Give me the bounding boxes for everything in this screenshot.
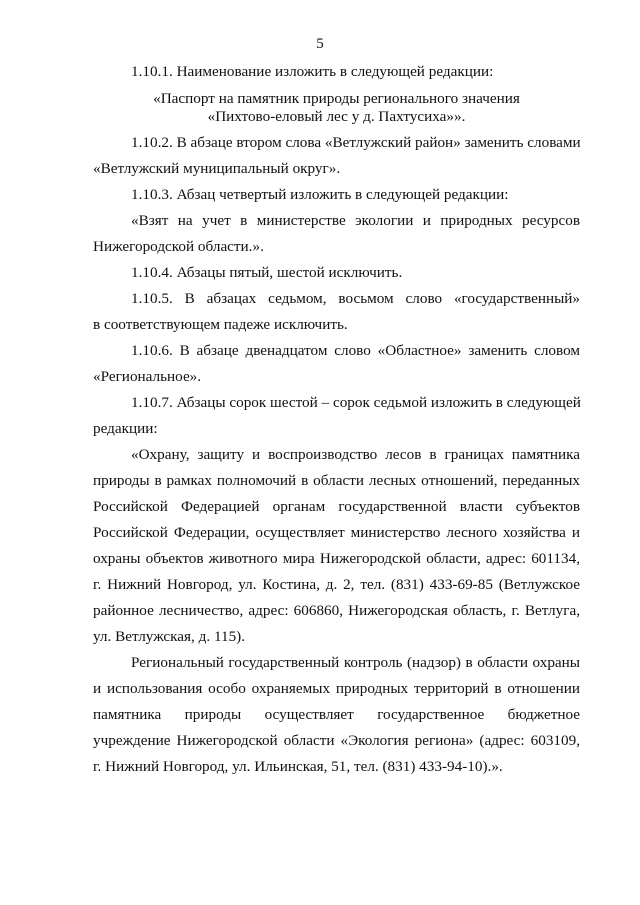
text-line: районное лесничество, адрес: 606860, Нижегородская область, г. Ветлуга, bbox=[93, 602, 580, 619]
text-line: «Ветлужский муниципальный округ». bbox=[93, 160, 341, 177]
text-line: г. Нижний Новгород, ул. Костина, д. 2, тел. (831) 433-69-85 (Ветлужское bbox=[93, 576, 580, 593]
text-line: 1.10.5. В абзацах седьмом, восьмом слово «государственный» bbox=[131, 290, 580, 307]
text-line: учреждение Нижегородской области «Экология региона» (адрес: 603109, bbox=[93, 732, 580, 749]
text-line: 1.10.4. Абзацы пятый, шестой исключить. bbox=[131, 264, 403, 281]
text-line: Российской Федерацией органам государственной власти субъектов bbox=[93, 498, 580, 515]
text-line: «Пихтово-еловый лес у д. Пахтусиха»». bbox=[207, 108, 466, 125]
text-line: природы в рамках полномочий в области лесных отношений, переданных bbox=[93, 472, 580, 489]
text-line: г. Нижний Новгород, ул. Ильинская, 51, тел. (831) 433-94-10).». bbox=[93, 758, 503, 775]
text-line: 1.10.6. В абзаце двенадцатом слово «Областное» заменить словом bbox=[131, 342, 580, 359]
text-line: ул. Ветлужская, д. 115). bbox=[93, 628, 246, 645]
text-line: 1.10.3. Абзац четвертый изложить в следующей редакции: bbox=[131, 186, 509, 203]
text-line: Региональный государственный контроль (надзор) в области охраны bbox=[131, 654, 580, 671]
text-line: 1.10.7. Абзацы сорок шестой – сорок седьмой изложить в следующей bbox=[131, 394, 581, 411]
page-number: 5 bbox=[316, 36, 324, 52]
text-line: 1.10.1. Наименование изложить в следующей редакции: bbox=[131, 63, 494, 80]
text-line: «Взят на учет в министерстве экологии и природных ресурсов bbox=[131, 212, 580, 229]
text-line: Российской Федерации, осуществляет министерство лесного хозяйства и bbox=[93, 524, 580, 541]
text-line: 1.10.2. В абзаце втором слова «Ветлужский район» заменить словами bbox=[131, 134, 581, 151]
text-line: памятника природы осуществляет государственное бюджетное bbox=[93, 706, 580, 723]
text-line: в соответствующем падеже исключить. bbox=[93, 316, 348, 333]
text-line: охраны объектов животного мира Нижегородской области, адрес: 601134, bbox=[93, 550, 580, 567]
text-line: «Региональное». bbox=[93, 368, 202, 385]
text-line: «Охрану, защиту и воспроизводство лесов в границах памятника bbox=[131, 446, 580, 463]
text-line: и использования особо охраняемых природных территорий в отношении bbox=[93, 680, 580, 697]
text-line: «Паспорт на памятник природы регионального значения bbox=[153, 90, 520, 107]
text-line: Нижегородской области.». bbox=[93, 238, 264, 255]
text-line: редакции: bbox=[93, 420, 158, 437]
